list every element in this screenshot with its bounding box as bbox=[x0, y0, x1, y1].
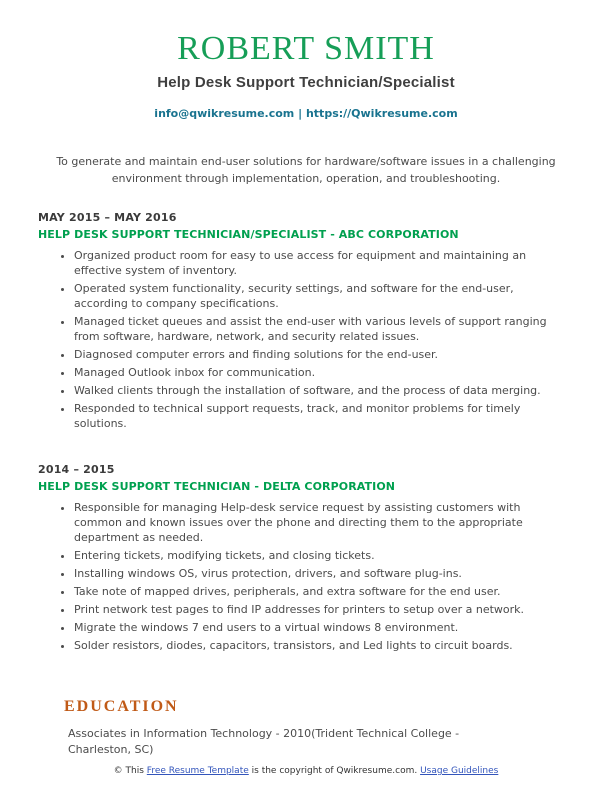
education-entry: Associates in Information Technology - 2010(Trident Technical College - Charleston, SC) bbox=[68, 727, 460, 756]
contact-line bbox=[0, 107, 612, 120]
job-bullet: • Organized product room for easy to use access for equipment and maintaining an effective system of inventory. bbox=[74, 249, 566, 279]
footer-text-middle: is the copyright of Qwikresume.com. bbox=[248, 766, 421, 776]
job-bullet: • Take note of mapped drives, peripherals, and extra software for the end user. bbox=[74, 585, 566, 600]
candidate-title: Help Desk Support Technician/Specialist bbox=[157, 74, 455, 91]
education-section bbox=[64, 698, 612, 758]
job-bullet: • Walked clients through the installation of software, and the process of data merging. bbox=[74, 384, 566, 399]
job-bullet: • Entering tickets, modifying tickets, and closing tickets. bbox=[74, 549, 566, 564]
job-bullet: • Managed ticket queues and assist the end-user with various levels of support ranging from software, hardware, network, and security related issues. bbox=[74, 315, 566, 345]
job-dates: MAY 2015 – MAY 2016 bbox=[38, 211, 177, 224]
job-bullet: • Responded to technical support requests, track, and monitor problems for timely solutions. bbox=[74, 402, 566, 432]
job-bullet: • Diagnosed computer errors and finding solutions for the end-user. bbox=[74, 348, 566, 363]
job-bullet: • Responsible for managing Help-desk service request by assisting customers with common and known issues over the phone and directing them to the appropriate department as needed. bbox=[74, 501, 566, 546]
job-bullet: • Operated system functionality, security settings, and software for the end-user, according to company specifications. bbox=[74, 282, 566, 312]
email-link[interactable]: info@qwikresume.com bbox=[154, 107, 295, 120]
job-bullet: • Managed Outlook inbox for communication. bbox=[74, 366, 566, 381]
footer-text-prefix: © This bbox=[113, 766, 147, 776]
job-bullet: • Print network test pages to find IP addresses for printers to setup over a network. bbox=[74, 603, 566, 618]
job-bullet-list bbox=[38, 249, 566, 431]
website-link[interactable]: https://Qwikresume.com bbox=[305, 107, 458, 120]
contact-separator: | bbox=[294, 107, 306, 120]
job-bullet-list bbox=[38, 501, 566, 654]
job-bullet: • Migrate the windows 7 end users to a virtual windows 8 environment. bbox=[74, 621, 566, 636]
summary-text: To generate and maintain end-user solutions for hardware/software issues in a challenging environment through implementation, operation, and troubleshooting. bbox=[56, 155, 556, 185]
experience-job-2 bbox=[38, 463, 572, 654]
candidate-name: ROBERT SMITH bbox=[177, 30, 435, 67]
job-bullet: • Installing windows OS, virus protection, drivers, and software plug-ins. bbox=[74, 567, 566, 582]
page-footer bbox=[0, 766, 612, 776]
experience-job-1 bbox=[38, 211, 572, 431]
free-resume-template-link[interactable]: Free Resume Template bbox=[146, 766, 249, 776]
education-heading: EDUCATION bbox=[64, 698, 179, 716]
job-heading: HELP DESK SUPPORT TECHNICIAN/SPECIALIST - ABC CORPORATION bbox=[38, 228, 459, 241]
job-dates: 2014 – 2015 bbox=[38, 463, 115, 477]
usage-guidelines-link[interactable]: Usage Guidelines bbox=[420, 766, 499, 776]
job-heading: HELP DESK SUPPORT TECHNICIAN - DELTA CORPORATION bbox=[38, 480, 396, 494]
job-bullet: • Solder resistors, diodes, capacitors, transistors, and Led lights to circuit boards. bbox=[74, 639, 566, 654]
resume-header bbox=[0, 0, 612, 120]
